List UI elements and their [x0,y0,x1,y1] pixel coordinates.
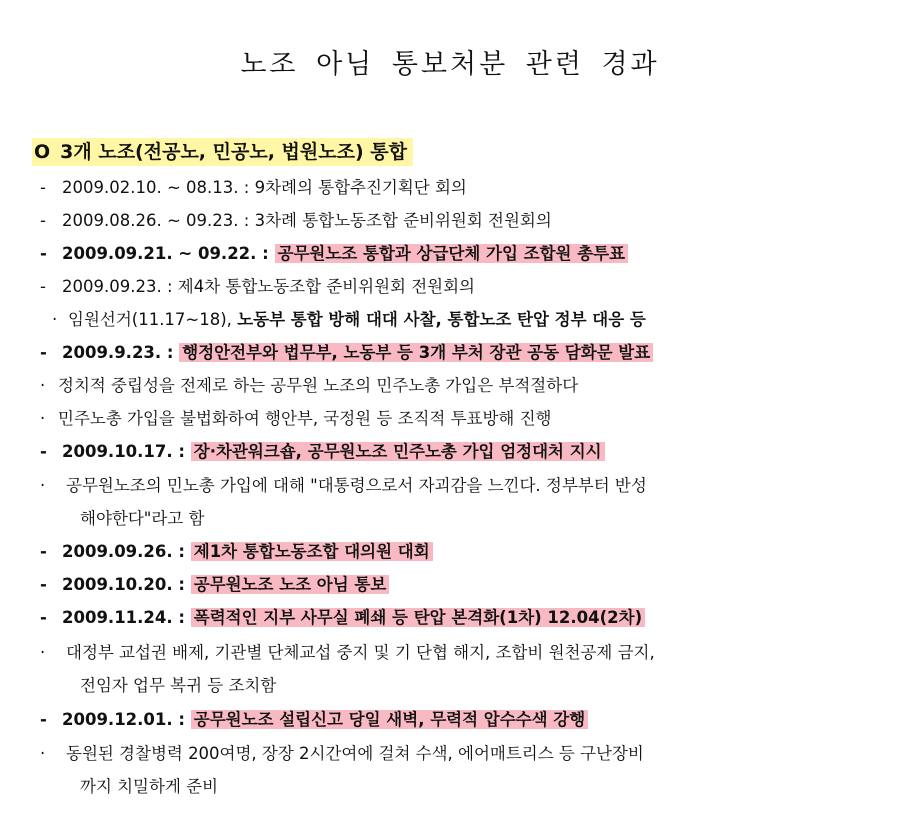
timeline-item [40,439,605,465]
highlighted-text: 폭력적인 지부 사무실 폐쇄 등 탄압 본격화(1차) 12.04(2차) [191,608,645,627]
highlighted-text: 공무원노조 통합과 상급단체 가입 조합원 총투표 [275,244,629,263]
bullet-marker: · [40,376,46,395]
item-text: 동원된 경찰병력 200여명, 장장 2시간여에 걸쳐 수색, 에어매트리스 등 구난장비 [66,744,644,763]
bullet-marker: · [40,476,46,495]
dash-marker: - [40,608,47,627]
item-date: 2009.11.24. : [62,608,185,627]
bullet-marker: · [52,310,58,329]
item-date: 2009.12.01. : [62,710,185,729]
timeline-item [40,208,552,234]
timeline-subitem-continued: 전임자 업무 복귀 등 조치함 [80,676,277,695]
timeline-subitem [40,640,655,666]
bullet-marker: · [40,744,46,763]
timeline-item [40,707,588,733]
item-date: 2009.10.20. : [62,575,185,594]
item-date: 2009.08.26. ~ 09.23. : [62,211,250,230]
dash-marker: - [40,710,47,729]
highlighted-text: 제1차 통합노동조합 대의원 대회 [191,542,433,561]
item-date: 2009.10.17. : [62,442,185,461]
timeline-subitem [40,373,578,399]
timeline-item [40,539,433,565]
dash-marker: - [40,343,47,362]
timeline-item [40,175,467,201]
page-title: 노조 아님 통보처분 관련 경과 [240,49,660,80]
item-text: 9차례의 통합추진기획단 회의 [254,178,467,197]
dash-marker: - [40,244,47,263]
dash-marker: - [40,575,47,594]
section-heading [32,138,413,166]
item-text: 공무원노조의 민노총 가입에 대해 "대통령으로서 자괴감을 느낀다. 정부부터 반성 [66,476,647,495]
item-text: 대정부 교섭권 배제, 기관별 단체교섭 중지 및 기 단협 해지, 조합비 원천공제 금지, [66,643,655,662]
item-date: 2009.09.21. ~ 09.22. : [62,244,269,263]
item-text: 3차례 통합노동조합 준비위원회 전원회의 [254,211,552,230]
highlighted-text: 행정안전부와 법무부, 노동부 등 3개 부처 장관 공동 담화문 발표 [179,343,653,362]
timeline-subitem-continued: 해야한다"라고 함 [80,509,205,528]
item-text: 민주노총 가입을 불법화하여 행안부, 국정원 등 조직적 투표방해 진행 [58,409,552,428]
timeline-subitem [40,406,552,432]
bullet-marker: · [40,409,46,428]
dash-marker: - [40,178,46,197]
circle-marker-icon: O [34,141,51,163]
dash-marker: - [40,542,47,561]
item-date: 2009.09.26. : [62,542,185,561]
timeline-item [40,241,628,267]
dash-marker: - [40,277,46,296]
highlighted-text: 공무원노조 노조 아님 통보 [191,575,390,594]
timeline-item [40,605,645,631]
timeline-subitem-continued: 까지 치밀하게 준비 [80,777,219,796]
dash-marker: - [40,442,47,461]
item-text: 임원선거(11.17~18), [68,310,232,329]
timeline-subitem [52,307,646,333]
bullet-marker: · [40,643,46,662]
item-bold-text: 노동부 통합 방해 대대 사찰, 통합노조 탄압 정부 대응 등 [237,310,646,329]
item-date: 2009.9.23. : [62,343,174,362]
highlighted-text: 장·차관워크숍, 공무원노조 민주노총 가입 엄정대처 지시 [191,442,605,461]
timeline-subitem [40,741,644,767]
item-date: 2009.09.23. : [62,277,173,296]
item-text: 제4차 통합노동조합 준비위원회 전원회의 [177,277,475,296]
item-date: 2009.02.10. ~ 08.13. : [62,178,250,197]
highlighted-text: 공무원노조 설립신고 당일 새벽, 무력적 압수수색 강행 [191,710,588,729]
dash-marker: - [40,211,46,230]
timeline-item [40,340,653,366]
timeline-item [40,274,475,300]
item-text: 정치적 중립성을 전제로 하는 공무원 노조의 민주노총 가입은 부적절하다 [58,376,579,395]
timeline-subitem [40,473,647,499]
section-heading-text: 3개 노조(전공노, 민공노, 법원노조) 통합 [60,141,407,163]
timeline-item [40,572,389,598]
